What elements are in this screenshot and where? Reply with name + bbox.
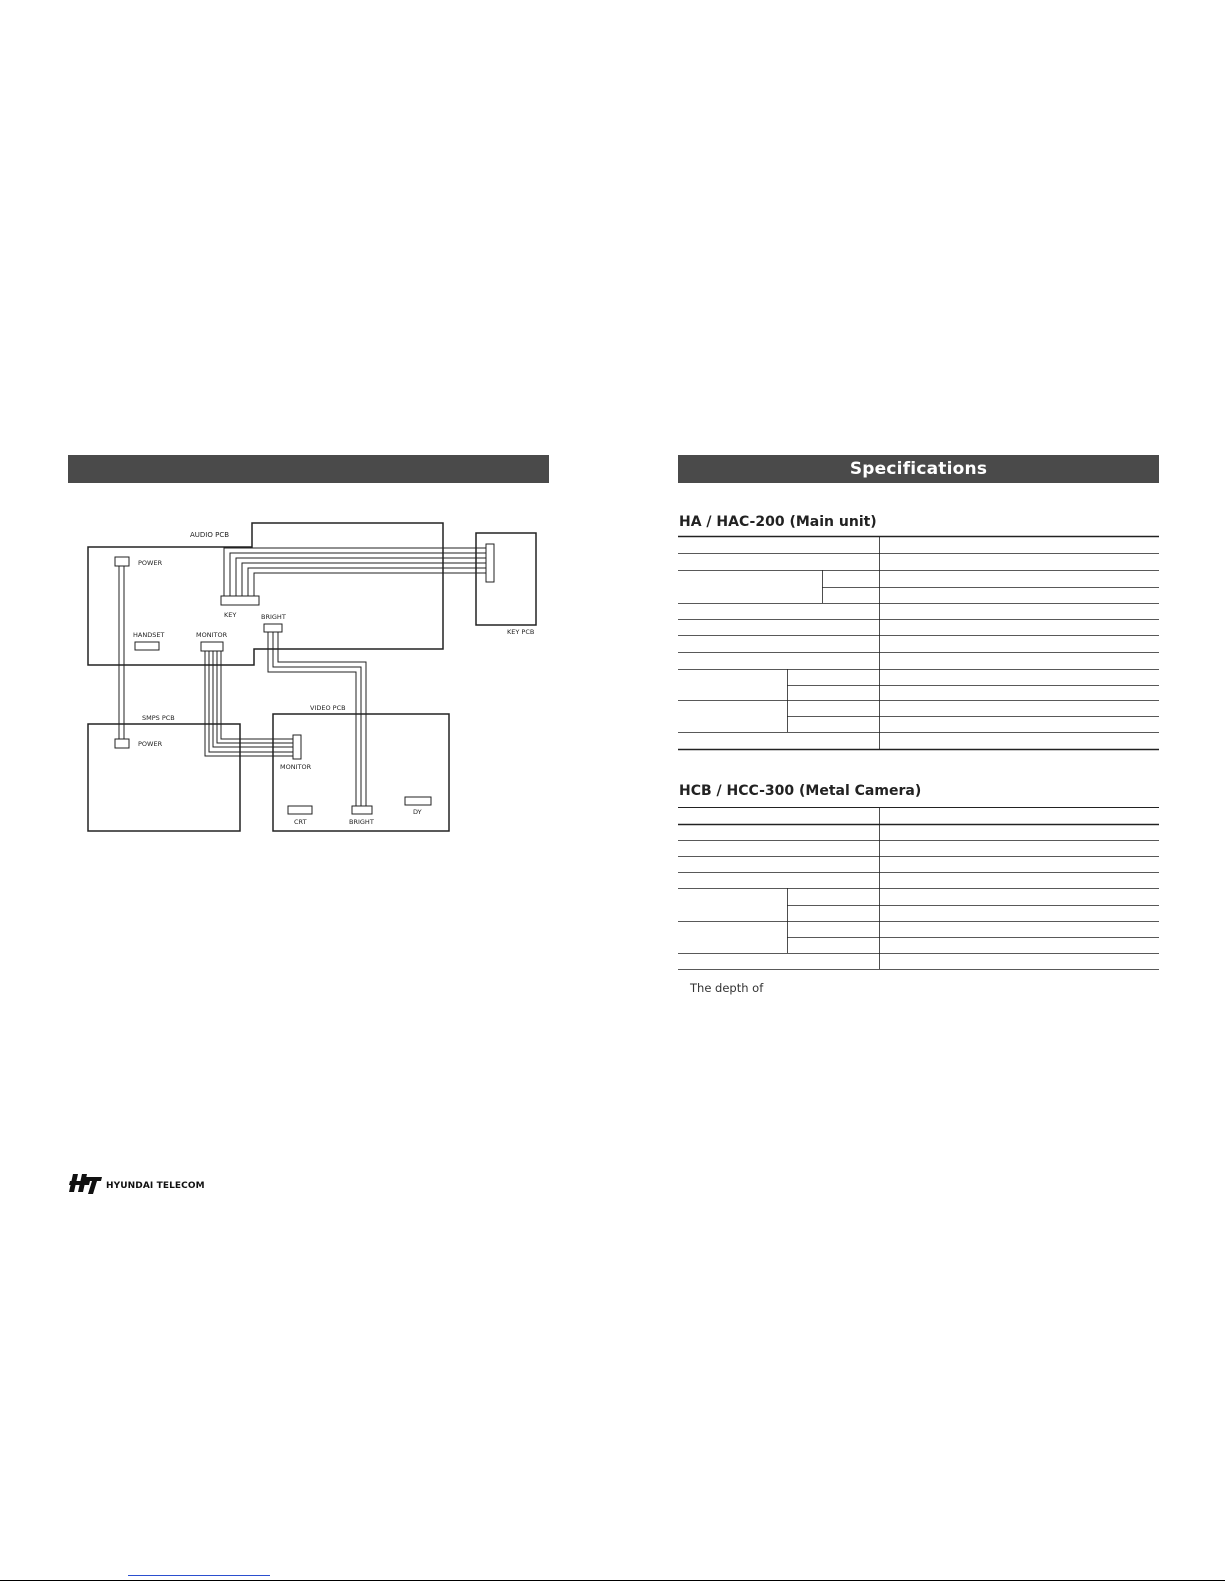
key-pcb-label: KEY PCB <box>507 628 535 636</box>
specifications-title: Specifications <box>849 459 988 479</box>
main-unit-heading: HA / HAC-200 (Main unit) <box>679 514 877 530</box>
smps-power-label: POWER <box>138 740 163 748</box>
dy-label: DY <box>413 808 422 816</box>
logo-text: HYUNDAI TELECOM <box>106 1181 205 1191</box>
audio-monitor-label: MONITOR <box>196 631 228 639</box>
camera-heading: HCB / HCC-300 (Metal Camera) <box>679 783 922 799</box>
audio-bright-label: BRIGHT <box>261 613 286 621</box>
ht-logo-icon <box>68 1172 104 1196</box>
smps-pcb-label: SMPS PCB <box>142 714 175 722</box>
audio-pcb-label: AUDIO PCB <box>190 531 230 539</box>
footer-link-underline[interactable] <box>128 1575 270 1576</box>
footer-rule <box>0 1580 1225 1581</box>
video-bright-label: BRIGHT <box>349 818 374 826</box>
audio-power-label: POWER <box>138 559 163 567</box>
handset-label: HANDSET <box>133 631 165 639</box>
hyundai-telecom-logo <box>68 1172 208 1198</box>
crt-label: CRT <box>294 818 307 826</box>
video-pcb-label: VIDEO PCB <box>310 704 346 712</box>
video-monitor-label: MONITOR <box>280 763 312 771</box>
audio-key-label: KEY <box>224 611 237 619</box>
depth-note: The depth of <box>690 981 764 995</box>
